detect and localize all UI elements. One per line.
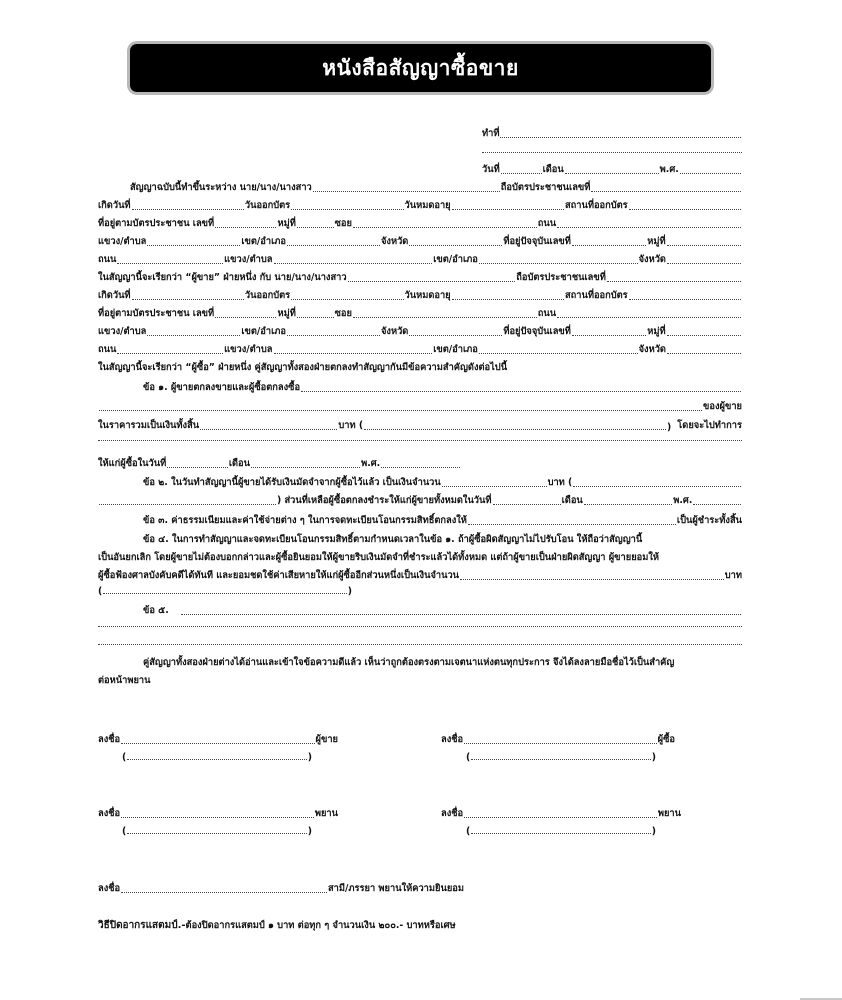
buyer-house-no-field[interactable] (215, 316, 276, 318)
clause-4-text-3: ผู้ซื้อฟ้องศาลบังคับคดีได้ทันที และยอมชดใช้ค่าเสียหายให้แก่ผู้ซื้ออีกส่วนหนึ่งเป็นเงินจำนวน (98, 570, 460, 581)
seller-soi-field[interactable] (353, 226, 537, 228)
witness-1-signature-field[interactable] (121, 816, 314, 818)
seller-district-field[interactable] (287, 244, 380, 246)
seller-district-label: เขต/อำเภอ (241, 236, 286, 247)
price-label: ในราคารวมเป็นเงินทั้งสิ้น (98, 420, 200, 431)
remainder-day-field[interactable] (493, 503, 561, 505)
seller-road-label: ถนน (537, 218, 557, 229)
seller-province2-field[interactable] (667, 262, 741, 264)
buyer-current-address-field[interactable] (572, 334, 646, 336)
seller-id-address-label: ที่อยู่ตามบัตรประชาชน เลขที่ (98, 218, 215, 229)
stamp-duty-label: วิธีปิดอากรแสตมป์.- (98, 920, 186, 931)
seller-province-label: จังหวัด (380, 236, 409, 247)
clause-1-item-field-2[interactable] (99, 409, 702, 411)
witness-2-close-paren: ) (651, 826, 656, 837)
clause-3-label: ข้อ ๓. ค่าธรรมเนียมและค่าใช้จ่ายต่าง ๆ ในการจดทะเบียนโอนกรรมสิทธิ์ตกลงให้ (143, 515, 467, 526)
transfer-month-field[interactable] (251, 466, 360, 468)
seller-current-address-field[interactable] (572, 244, 646, 246)
buyer-subdistrict-line (98, 324, 742, 339)
month-field[interactable] (565, 172, 659, 174)
buyer-printed-name-field[interactable] (471, 758, 651, 760)
buyer-id-field[interactable] (607, 280, 741, 282)
buyer-province2-field[interactable] (667, 352, 741, 354)
spouse-consent-label: สามี/ภรรยา พยานให้ความยินยอม (327, 883, 464, 894)
buyer-role-label: ผู้ซื้อ (657, 734, 675, 745)
remainder-year-field[interactable] (693, 503, 741, 505)
written-at-line (482, 126, 742, 141)
document-title: หนังสือสัญญาซื้อขาย (322, 55, 519, 80)
clause-2-line (143, 475, 742, 490)
buyer-district-label: เขต/อำเภอ (241, 326, 286, 337)
price-line (98, 418, 742, 433)
buyer-current-address-line (98, 342, 742, 357)
clause-1-item-field[interactable] (301, 390, 741, 392)
buyer-id-address-label: ที่อยู่ตามบัตรประชาชน เลขที่ (98, 308, 215, 319)
transfer-date-line (98, 456, 461, 471)
seller-soi-label: ซอย (334, 218, 352, 229)
seller-sign-label: ลงชื่อ (98, 734, 121, 745)
contract-date-line (482, 162, 742, 177)
clause-1-owner-line (98, 399, 742, 414)
seller-name-close-paren: ) (307, 752, 312, 763)
clause-5-field-2[interactable] (98, 626, 742, 627)
terms-intro-line (98, 360, 742, 375)
seller-subdistrict2-label: แขวง/ตำบล (224, 254, 273, 265)
buyer-soi-field[interactable] (353, 316, 537, 318)
buyer-printed-name-line (466, 752, 656, 763)
seller-subdistrict-field[interactable] (147, 244, 240, 246)
date-field[interactable] (501, 172, 542, 174)
spouse-sign-label: ลงชื่อ (98, 883, 121, 894)
remainder-label: ) ส่วนที่เหลือผู้ซื้อตกลงชำระให้แก่ผู้ขายทั้งหมดในวันที่ (276, 495, 492, 506)
buyer-district2-field[interactable] (479, 352, 638, 354)
witness-1-close-paren: ) (307, 826, 312, 837)
buyer-sign-label: ลงชื่อ (441, 734, 464, 745)
damages-close-paren: ) (347, 586, 352, 597)
damages-baht-label: บาท (724, 570, 742, 581)
witness-1-printed-name-field[interactable] (127, 832, 307, 834)
buyer-road2-label: ถนน (98, 344, 117, 355)
clause-3-line (143, 513, 742, 528)
buyer-issued-at-field[interactable] (629, 298, 741, 300)
buyer-province2-label: จังหวัด (638, 344, 666, 355)
seller-id-field[interactable] (591, 190, 741, 192)
witness-1-printed-name-line (122, 826, 312, 837)
seller-district2-label: เขต/อำเภอ (433, 254, 478, 265)
buyer-id-address-line (98, 306, 742, 321)
seller-signature-line (98, 732, 338, 747)
seller-moo2-field[interactable] (667, 244, 741, 246)
written-at-field[interactable] (500, 136, 741, 138)
seller-name-open-paren: ( (122, 752, 127, 763)
transfer-year-field[interactable] (381, 466, 460, 468)
year-label: พ.ศ. (659, 164, 679, 175)
clause-3-end: เป็นผู้ชำระทั้งสิ้น (676, 515, 742, 526)
seller-house-no-field[interactable] (215, 226, 276, 228)
document-title-banner (130, 44, 711, 92)
seller-current-address-label: ที่อยู่ปัจจุบันเลขที่ (503, 236, 571, 247)
year-field[interactable] (680, 172, 741, 174)
witness-2-sign-label: ลงชื่อ (441, 808, 464, 819)
clause-2-label: ข้อ ๒. ในวันทำสัญญานี้ผู้ขายได้รับเงินมัดจำจากผู้ซื้อไว้แล้ว เป็นเงินจำนวน (143, 477, 441, 488)
witness-1-role-label: พยาน (314, 808, 338, 819)
to-proceed-label: โดยจะไปทำการ (677, 420, 742, 431)
buyer-subdistrict-field[interactable] (147, 334, 240, 336)
witness-1-open-paren: ( (122, 826, 127, 837)
buyer-road2-field[interactable] (117, 352, 223, 354)
seller-issued-label: วันออกบัตร (244, 200, 291, 211)
remainder-month-label: เดือน (561, 495, 583, 506)
damages-words-field[interactable] (103, 592, 347, 594)
deposit-words-field-2[interactable] (99, 503, 276, 505)
seller-intro: สัญญาฉบับนี้ทำขึ้นระหว่าง นาย/นาง/นางสาว (130, 182, 312, 193)
deposit-baht-label: บาท ( (547, 477, 573, 488)
buyer-born-field[interactable] (132, 298, 244, 300)
seller-issued-at-label: สถานที่ออกบัตร (564, 200, 628, 211)
seller-printed-name-line (122, 752, 312, 763)
clause-1-label: ข้อ ๑. ผู้ขายตกลงขายและผู้ซื้อตกลงซื้อ (143, 382, 301, 393)
seller-moo-field[interactable] (297, 226, 334, 228)
seller-signature-field[interactable] (121, 742, 314, 744)
seller-born-label: เกิดวันที่ (98, 200, 131, 211)
transfer-date-label: ให้แก่ผู้ซื้อในวันที่ (98, 458, 167, 469)
seller-current-address-line (98, 252, 742, 267)
month-label: เดือน (542, 164, 564, 175)
seller-road2-field[interactable] (117, 262, 223, 264)
buyer-expiry-field[interactable] (452, 298, 564, 300)
transfer-month-label: เดือน (228, 458, 250, 469)
stamp-duty-text: ต้องปิดอากรแสตมป์ ๑ บาท ต่อทุก ๆ จำนวนเงิน ๒๐๐.- บาทหรือเศษ (185, 920, 456, 931)
buyer-moo-label: หมู่ที่ (277, 308, 296, 319)
buyer-signature-field[interactable] (464, 742, 657, 744)
witness-2-signature-field[interactable] (464, 816, 657, 818)
buyer-intro: ในสัญญานี้จะเรียกว่า “ผู้ขาย” ฝ่ายหนึ่ง กับ นาย/นาง/นางสาว (98, 272, 347, 283)
clause-5-field[interactable] (181, 613, 741, 615)
buyer-name-open-paren: ( (466, 752, 471, 763)
buyer-born-label: เกิดวันที่ (98, 290, 131, 301)
seller-id-address-line (98, 216, 742, 231)
clause-5-label: ข้อ ๕. (143, 605, 169, 616)
seller-issued-at-field[interactable] (629, 208, 741, 210)
clause-4-line-3 (98, 568, 742, 583)
buyer-issued-label: วันออกบัตร (244, 290, 291, 301)
damages-amount-field[interactable] (460, 578, 724, 580)
fee-payer-field[interactable] (468, 523, 676, 525)
seller-printed-name-field[interactable] (127, 758, 307, 760)
deposit-words-field[interactable] (573, 485, 741, 487)
damages-open-paren: ( (98, 586, 103, 597)
clause-4-line-1 (143, 532, 742, 547)
closing-line-2 (98, 673, 298, 688)
remainder-year-label: พ.ศ. (673, 495, 693, 506)
clause-5-field-3[interactable] (98, 644, 742, 645)
written-at-label: ทำที่ (482, 128, 500, 139)
clause-1-owner-label: ของผู้ขาย (703, 401, 742, 412)
buyer-birth-line (98, 288, 742, 303)
price-words-field[interactable] (364, 428, 666, 430)
deposit-amount-field[interactable] (442, 485, 547, 487)
price-field[interactable] (200, 428, 337, 430)
price-baht-label: บาท ( (338, 420, 364, 431)
buyer-issued-at-label: สถานที่ออกบัตร (564, 290, 628, 301)
terms-intro: ในสัญญานี้จะเรียกว่า “ผู้ซื้อ” ฝ่ายหนึ่ง คู่สัญญาทั้งสองฝ่ายตกลงทำสัญญากันมีข้อความสำคัญดังต่อไปนี้ (98, 362, 508, 373)
buyer-moo2-label: หมู่ที่ (647, 326, 666, 337)
buyer-moo2-field[interactable] (667, 334, 741, 336)
witness-2-signature-line (441, 806, 681, 821)
witness-2-printed-name-line (466, 826, 656, 837)
seller-moo2-label: หมู่ที่ (647, 236, 666, 247)
buyer-signature-line (441, 732, 675, 747)
seller-subdistrict-line (98, 234, 742, 249)
remainder-month-field[interactable] (584, 503, 673, 505)
witness-1-sign-label: ลงชื่อ (98, 808, 121, 819)
seller-subdistrict2-field[interactable] (274, 262, 433, 264)
clause-4-text-2: เป็นอันยกเลิก โดยผู้ขายไม่ต้องบอกกล่าวและผู้ซื้อยินยอมให้ผู้ขายริบเงินมัดจำที่ชำระแล้วได้ทั้งหมด แต่ถ้าผู้ขายเป็นฝ่ายผิดสัญญา ผู้ขายยอมให้ (98, 552, 660, 563)
written-at-field-2[interactable] (482, 152, 742, 153)
spouse-signature-line (98, 881, 464, 896)
clause-4-text-1: ข้อ ๔. ในการทำสัญญาและจดทะเบียนโอนกรรมสิทธิ์ตามกำหนดเวลาในข้อ ๑. ถ้าผู้ซื้อผิดสัญญาไม่ไปรับโอน ให้ถือว่าสัญญานี้ (143, 534, 643, 545)
closing-text-1: คู่สัญญาทั้งสองฝ่ายต่างได้อ่านและเข้าใจข้อความดีแล้ว เห็นว่าถูกต้องตรงตามเจตนาแห่งตนทุกประการ จึงได้ลงลายมือชื่อไว้เป็นสำคัญ (143, 657, 675, 668)
damages-words-line (98, 586, 352, 597)
buyer-moo-field[interactable] (297, 316, 334, 318)
buyer-name-close-paren: ) (651, 752, 656, 763)
clause-4-line-2 (98, 550, 742, 565)
witness-2-open-paren: ( (466, 826, 471, 837)
seller-district2-field[interactable] (479, 262, 638, 264)
seller-province-field[interactable] (409, 244, 502, 246)
buyer-province-field[interactable] (409, 334, 502, 336)
seller-subdistrict-label: แขวง/ตำบล (98, 236, 147, 247)
buyer-road-label: ถนน (537, 308, 557, 319)
price-close-paren: ) (667, 422, 672, 433)
closing-text-2: ต่อหน้าพยาน (98, 675, 151, 686)
buyer-issued-field[interactable] (291, 298, 403, 300)
stamp-duty-note (98, 918, 658, 933)
buyer-soi-label: ซอย (334, 308, 352, 319)
buyer-name-field[interactable] (348, 280, 516, 282)
clause-1-line (143, 380, 742, 395)
seller-name-line (130, 180, 742, 195)
date-label: วันที่ (482, 164, 500, 175)
buyer-subdistrict2-label: แขวง/ตำบล (224, 344, 273, 355)
buyer-name-line (98, 270, 742, 285)
buyer-current-address-label: ที่อยู่ปัจจุบันเลขที่ (503, 326, 571, 337)
buyer-province-label: จังหวัด (380, 326, 409, 337)
seller-id-label: ถือบัตรประชาชนเลขที่ (500, 182, 591, 193)
witness-2-role-label: พยาน (657, 808, 681, 819)
seller-expiry-label: วันหมดอายุ (404, 200, 451, 211)
buyer-expiry-label: วันหมดอายุ (404, 290, 451, 301)
clause-2-remainder-line (98, 493, 742, 508)
transfer-year-label: พ.ศ. (361, 458, 381, 469)
seller-issued-field[interactable] (291, 208, 403, 210)
spouse-signature-field[interactable] (121, 891, 327, 893)
seller-province2-label: จังหวัด (638, 254, 666, 265)
transfer-day-field[interactable] (167, 466, 228, 468)
seller-moo-label: หมู่ที่ (277, 218, 296, 229)
seller-expiry-field[interactable] (452, 208, 564, 210)
closing-line-1 (143, 655, 742, 670)
seller-role-label: ผู้ขาย (315, 734, 338, 745)
buyer-district2-label: เขต/อำเภอ (433, 344, 478, 355)
buyer-road-field[interactable] (557, 316, 741, 318)
seller-road-field[interactable] (557, 226, 741, 228)
proceed-detail-field[interactable] (98, 440, 742, 441)
clause-5-line (143, 603, 742, 618)
buyer-subdistrict2-field[interactable] (274, 352, 433, 354)
witness-1-signature-line (98, 806, 338, 821)
seller-birth-line (98, 198, 742, 213)
buyer-district-field[interactable] (287, 334, 380, 336)
buyer-id-label: ถือบัตรประชาชนเลขที่ (516, 272, 606, 283)
witness-2-printed-name-field[interactable] (471, 832, 651, 834)
seller-road2-label: ถนน (98, 254, 117, 265)
seller-born-field[interactable] (132, 208, 244, 210)
buyer-subdistrict-label: แขวง/ตำบล (98, 326, 147, 337)
seller-name-field[interactable] (313, 190, 500, 192)
